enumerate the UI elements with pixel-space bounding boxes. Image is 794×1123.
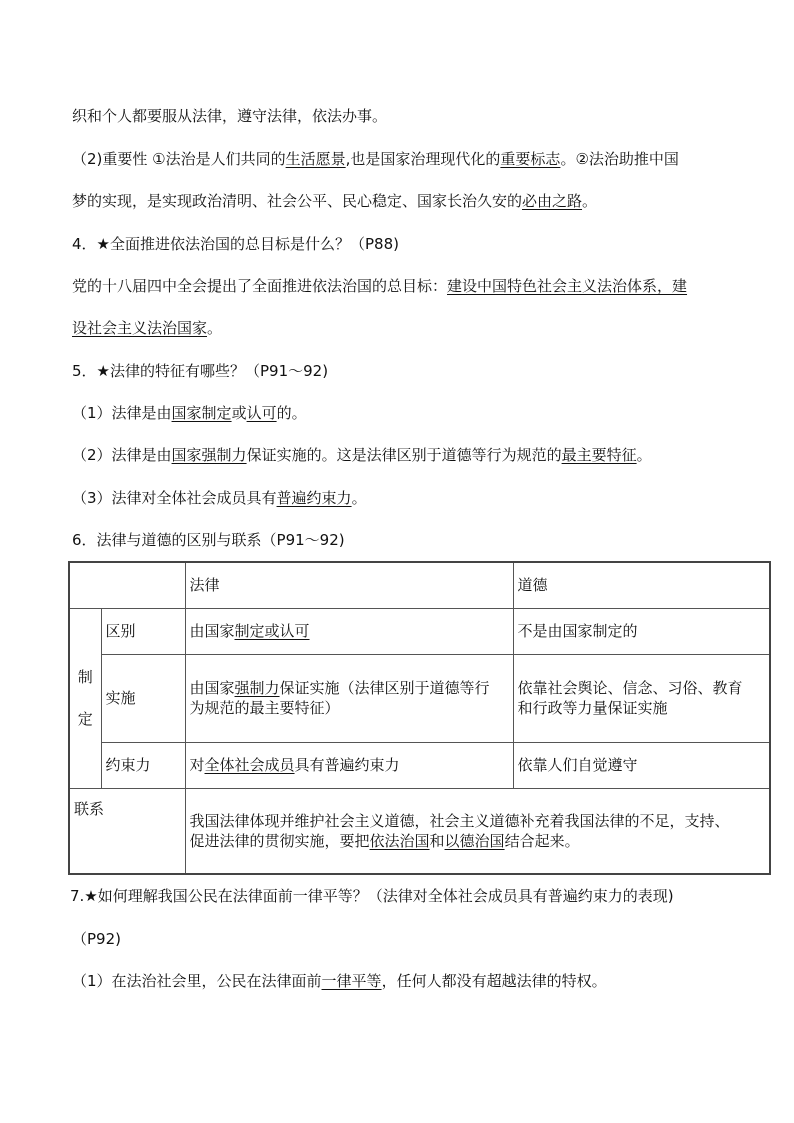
text-span: 保证实施的。这是法律区别于道德等行为规范的 [246,446,562,464]
header-morality: 道德 [513,562,770,608]
importance-line-2 [72,191,597,211]
key-term: 强制力 [234,679,280,697]
text-span: 我国法律体现并维护社会主义道德，社会主义道德补充着我国法律的不足，支持、 [189,811,730,830]
text-span: 。 [582,192,598,210]
key-term: 国家强制力 [171,446,247,464]
law-cell [185,608,513,654]
morality-cell [513,654,770,742]
morality-cell: 依靠人们自觉遵守 [513,742,770,788]
row-label-connection: 联系 [69,788,185,874]
row-label-distinction: 区别 [101,608,185,654]
morality-cell: 不是由国家制定的 [513,608,770,654]
question-5-heading [72,361,328,381]
table-row [69,608,770,654]
table-row [69,742,770,788]
table-header-row [69,562,770,608]
text-span: （3）法律对全体社会成员具有 [72,489,277,507]
text-span: 对 [189,756,205,774]
text-span: ，任何人都没有超越法律的特权。 [381,972,607,990]
question-4-heading [72,234,399,254]
key-term: 制定或认可 [234,622,310,640]
text-span: 。 [207,319,223,337]
text-span: 5．★法律的特征有哪些？（P91～92) [72,362,329,380]
row-label-binding-force: 约束力 [101,742,185,788]
text-span: 依靠社会舆论、信念、习俗、教育 [517,679,743,697]
table-row [69,654,770,742]
question-7-heading [70,886,674,906]
key-term: 认可 [246,404,277,422]
text-span: 织和个人都要服从法律，遵守法律，依法办事。 [72,107,388,125]
key-term: 普遍约束力 [276,489,352,507]
text-span: 结合起来。 [504,831,580,850]
group-label-char: 定 [77,710,93,728]
paragraph-line [72,106,387,126]
text-span: 。②法治助推中国 [560,150,679,168]
text-span: 的。 [276,404,307,422]
key-term: 最主要特征 [561,446,637,464]
answer-4-line-2 [72,318,222,338]
key-term: 以德治国 [444,831,505,850]
group-label-cell [69,608,101,788]
text-span: 保证实施（法律区别于道德等行 [279,679,490,697]
text-span: 由国家 [189,622,235,640]
text-span: 6．法律与道德的区别与联系（P91～92) [72,531,345,549]
law-cell [185,654,513,742]
key-term: 重要标志 [500,150,561,168]
text-span: （1）在法治社会里，公民在法律面前 [72,972,322,990]
key-term: 国家制定 [171,404,232,422]
text-span: 梦的实现，是实现政治清明、社会公平、民心稳定、国家长治久安的 [72,192,523,210]
text-span: （2)重要性 ①法治是人们共同的 [72,150,286,168]
key-term: 必由之路 [522,192,583,210]
law-cell [185,742,513,788]
text-span: 具有普遍约束力 [294,756,400,774]
connection-cell [185,788,770,874]
text-span: 和 [429,831,445,850]
text-span: 和行政等力量保证实施 [517,699,668,717]
key-term: 设社会主义法治国家 [72,319,208,337]
law-morality-table [68,561,771,875]
key-term: 建设中国特色社会主义法治体系，建 [447,277,688,295]
text-span: 由国家 [189,679,235,697]
text-span: 为规范的最主要特征） [189,699,340,717]
answer-4-line-1 [72,276,687,296]
question-7-page-ref [72,929,121,949]
question-6-heading [72,530,345,550]
table-row [69,788,770,874]
answer-7-line-1 [72,971,607,991]
text-span: 4．★全面推进依法治国的总目标是什么？（P88) [72,235,399,253]
key-term: 生活愿景 [285,150,346,168]
law-feature-3 [72,488,367,508]
text-span: ,也是国家治理现代化的 [345,150,501,168]
key-term: 一律平等 [321,972,382,990]
text-span: 。 [351,489,367,507]
group-label-char: 制 [77,668,93,686]
text-span: 党的十八届四中全会提出了全面推进依法治国的总目标： [72,277,448,295]
text-span: （P92) [72,930,121,948]
law-feature-2 [72,445,652,465]
text-span: 。 [636,446,652,464]
table-corner-cell [69,562,185,608]
header-law: 法律 [185,562,513,608]
text-span: 或 [231,404,247,422]
law-feature-1 [72,403,307,423]
text-span: 促进法律的贯彻实施，要把 [189,831,370,850]
text-span: 7.★如何理解我国公民在法律面前一律平等？（法律对全体社会成员具有普遍约束力的表现) [70,887,674,905]
text-span: （2）法律是由 [72,446,172,464]
row-label-implementation: 实施 [101,654,185,742]
importance-line-1 [72,149,679,169]
key-term: 依法治国 [369,831,430,850]
text-span: （1）法律是由 [72,404,172,422]
key-term: 全体社会成员 [204,756,295,774]
